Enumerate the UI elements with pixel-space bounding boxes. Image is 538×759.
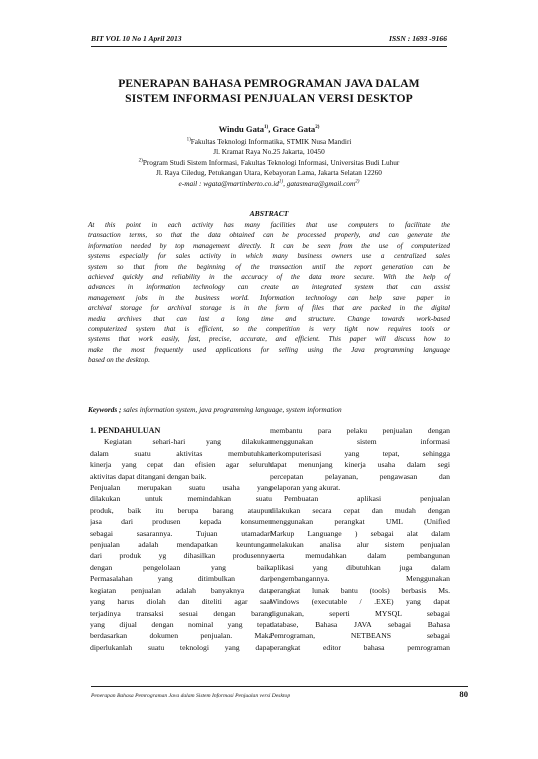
author-sup: 2) bbox=[315, 125, 320, 131]
affiliation-text: Program Studi Sistem Informasi, Fakultas Teknologi Informasi, Universitas Budi Luhur bbox=[142, 157, 400, 167]
right-column-text bbox=[270, 425, 450, 653]
body-line: sebagai sasarannya. Tujuan utamadari bbox=[90, 528, 272, 538]
page-footer bbox=[91, 686, 468, 699]
author-name: Grace Gata bbox=[272, 124, 316, 134]
body-line: serta memudahkan dalam pembangunan bbox=[270, 551, 450, 561]
abstract-line: advances in information technology can create an integrated system that can assist bbox=[88, 283, 450, 292]
title-line: PENERAPAN BAHASA PEMROGRAMAN JAVA DALAM bbox=[118, 77, 420, 90]
body-line: perangkat editor bahasa pemrograman bbox=[270, 642, 450, 652]
abstract-line: systems especially for sales activity in which many business owners use a centralized sales bbox=[88, 252, 450, 261]
body-line: Permasalahan yang ditimbulkan dari bbox=[90, 574, 272, 584]
body-line: Markup Languange ) sebagai alat dalam bbox=[270, 528, 450, 538]
affiliation-sup: 1) bbox=[186, 137, 191, 143]
email-sup: 1) bbox=[278, 179, 284, 185]
body-line: Kegiatan sehari-hari yang dilakukan bbox=[104, 437, 272, 447]
affiliation-line bbox=[88, 137, 450, 147]
abstract-line: transaction terms, so that the data obtained can be processed properly, and can generate the bbox=[88, 231, 450, 240]
body-line: pengembangannya. Menggunakan bbox=[270, 574, 450, 584]
abstract-body bbox=[88, 220, 450, 366]
body-line: melakukan analisa alur sistem penjualan bbox=[270, 540, 450, 550]
body-line: kinerja yang cepat dan efisien agar seluruh bbox=[90, 460, 272, 470]
body-line: dapat menunjang kinerja usaha dalam segi bbox=[270, 460, 450, 470]
body-line: kegiatan penjualan adalah banyaknya data bbox=[90, 585, 272, 595]
right-column bbox=[270, 425, 450, 653]
author-name: Windu Gata bbox=[218, 124, 265, 134]
body-line: yang dijual dengan nominal yang tepat bbox=[90, 619, 272, 629]
abstract-line: based on the desktop. bbox=[88, 356, 150, 365]
body-line: terkomputerisasi yang tepat, sehingga bbox=[270, 448, 450, 458]
abstract-heading: ABSTRACT bbox=[249, 209, 289, 218]
body-line: dengan pengelolaan yang baik. bbox=[90, 562, 272, 572]
keywords-text: sales information system, java programming language, system information bbox=[121, 405, 342, 414]
paper-title bbox=[80, 76, 458, 106]
abstract-line: information needed by top management directly. It can be seen from the use of computerized bbox=[88, 241, 450, 250]
affiliation-line bbox=[88, 158, 450, 168]
body-line: digunakan, seperti MYSQL sebagai bbox=[270, 608, 450, 618]
body-line: menggunakan perangkat UML (Unified bbox=[270, 517, 450, 527]
affiliation-text: Jl. Raya Ciledug, Petukangan Utara, Kebayoran Lama, Jakarta Selatan 12260 bbox=[156, 168, 382, 178]
keywords-label: Keywords ; bbox=[88, 405, 122, 414]
abstract-line: At this point in each activity has many facilities that use computers to facilitate the bbox=[88, 221, 450, 229]
running-header bbox=[91, 34, 447, 47]
body-line: yang harus diolah dan diteliti agar saat bbox=[90, 597, 272, 607]
body-line: aplikasi yang dibutuhkan juga dalam bbox=[270, 562, 450, 572]
author-sup: 1) bbox=[264, 125, 269, 131]
affiliations bbox=[88, 137, 450, 189]
abstract-line: computerized system that is efficient, so the competition is very tight now requires tools or bbox=[88, 325, 450, 334]
body-line: dilakukan untuk memindahkan suatu bbox=[90, 494, 272, 504]
email-address[interactable]: gatasmara@gmail.com bbox=[286, 178, 356, 188]
email-sup: 2) bbox=[355, 179, 360, 185]
body-line: dalam suatu aktivitas membutuhkan bbox=[90, 448, 272, 458]
body-line: dilakukan secara cepat dan mudah dengan bbox=[270, 505, 450, 515]
abstract-line: management jobs in the business world. Information technology can help save paper in bbox=[88, 293, 450, 302]
abstract-line: media archives that can last a long time and structure. Change towards work-based bbox=[88, 314, 450, 323]
body-line: produk, baik itu berupa barang ataupun bbox=[90, 505, 272, 515]
title-line: SISTEM INFORMASI PENJUALAN VERSI DESKTOP bbox=[125, 92, 413, 105]
body-line: dari produk yg dihasilkan produsennya bbox=[90, 551, 272, 561]
body-line: Penjualan merupakan suatu usaha yang bbox=[90, 483, 272, 493]
abstract-line: system so that from the beginning of the transaction until the report generation can be bbox=[88, 262, 450, 271]
left-column-text bbox=[90, 436, 272, 653]
body-line: berdasarkan dokumen penjualan. Maka bbox=[90, 631, 272, 641]
body-line: Pemrograman, NETBEANS sebagai bbox=[270, 631, 450, 641]
email-address[interactable]: wgata@martinberto.co.id bbox=[203, 178, 279, 188]
body-line: Pembuatan aplikasi penjualan bbox=[284, 494, 450, 504]
body-line: menggunakan sistem informasi bbox=[270, 437, 450, 447]
body-line: terjadinya transaksi sesuai dengan barang bbox=[90, 608, 272, 618]
body-line: diperlukanlah suatu teknologi yang dapat bbox=[90, 642, 272, 652]
body-line: database, Bahasa JAVA sebagai Bahasa bbox=[270, 619, 450, 629]
body-line: pelaporan yang akurat. bbox=[270, 483, 341, 493]
body-line: Windows (executable / .EXE) yang dapat bbox=[270, 597, 450, 607]
affiliation-text: Jl. Kramat Raya No.25 Jakarta, 10450 bbox=[213, 147, 325, 157]
issn: ISSN : 1693 -9166 bbox=[388, 34, 447, 43]
page-number: 80 bbox=[459, 689, 468, 699]
body-line: aktivitas dapat ditangani dengan baik. bbox=[90, 471, 207, 481]
keywords bbox=[88, 405, 450, 415]
abstract-line: make the most frequently used applications for selling using the Java programming language bbox=[88, 345, 450, 354]
author-separator: , bbox=[268, 124, 273, 134]
section-heading: 1. PENDAHULUAN bbox=[90, 426, 161, 435]
abstract-line: systems that work easily, fast, precise, accurate, and efficient. This paper will discuss how to bbox=[88, 335, 450, 344]
left-column bbox=[90, 425, 272, 653]
abstract-line: achieved quickly and reliability in the accuracy of the data more secure. With the help of bbox=[88, 273, 450, 282]
journal-info: BIT VOL 10 No 1 April 2013 bbox=[91, 34, 182, 43]
email-separator: , bbox=[283, 178, 287, 188]
body-line: percepatan pelayanan, pengawasan dan bbox=[270, 471, 450, 481]
authors bbox=[90, 124, 448, 135]
email-line bbox=[88, 179, 450, 189]
body-line: membantu para pelaku penjualan dengan bbox=[270, 426, 450, 435]
email-label: e-mail : bbox=[178, 178, 204, 188]
affiliation-line bbox=[88, 147, 450, 157]
affiliation-line bbox=[88, 168, 450, 178]
affiliation-text: Fakultas Teknologi Informatika, STMIK Nusa Mandiri bbox=[190, 137, 352, 146]
footer-text: Penerapan Bahasa Pemrograman Java dalam Sistem Informasi Penjualan versi Desktop bbox=[91, 693, 291, 699]
affiliation-sup: 2) bbox=[138, 158, 143, 164]
body-line: perangkat lunak bantu (tools) berbasis Ms. bbox=[270, 585, 450, 595]
body-line: penjualan adalah mendapatkan keuntungan bbox=[90, 540, 272, 550]
body-line: jasa dari produsen kepada konsumen bbox=[90, 517, 272, 527]
abstract-line: archival storage for archival storage is in the form of files that are packed in the digital bbox=[88, 304, 450, 313]
